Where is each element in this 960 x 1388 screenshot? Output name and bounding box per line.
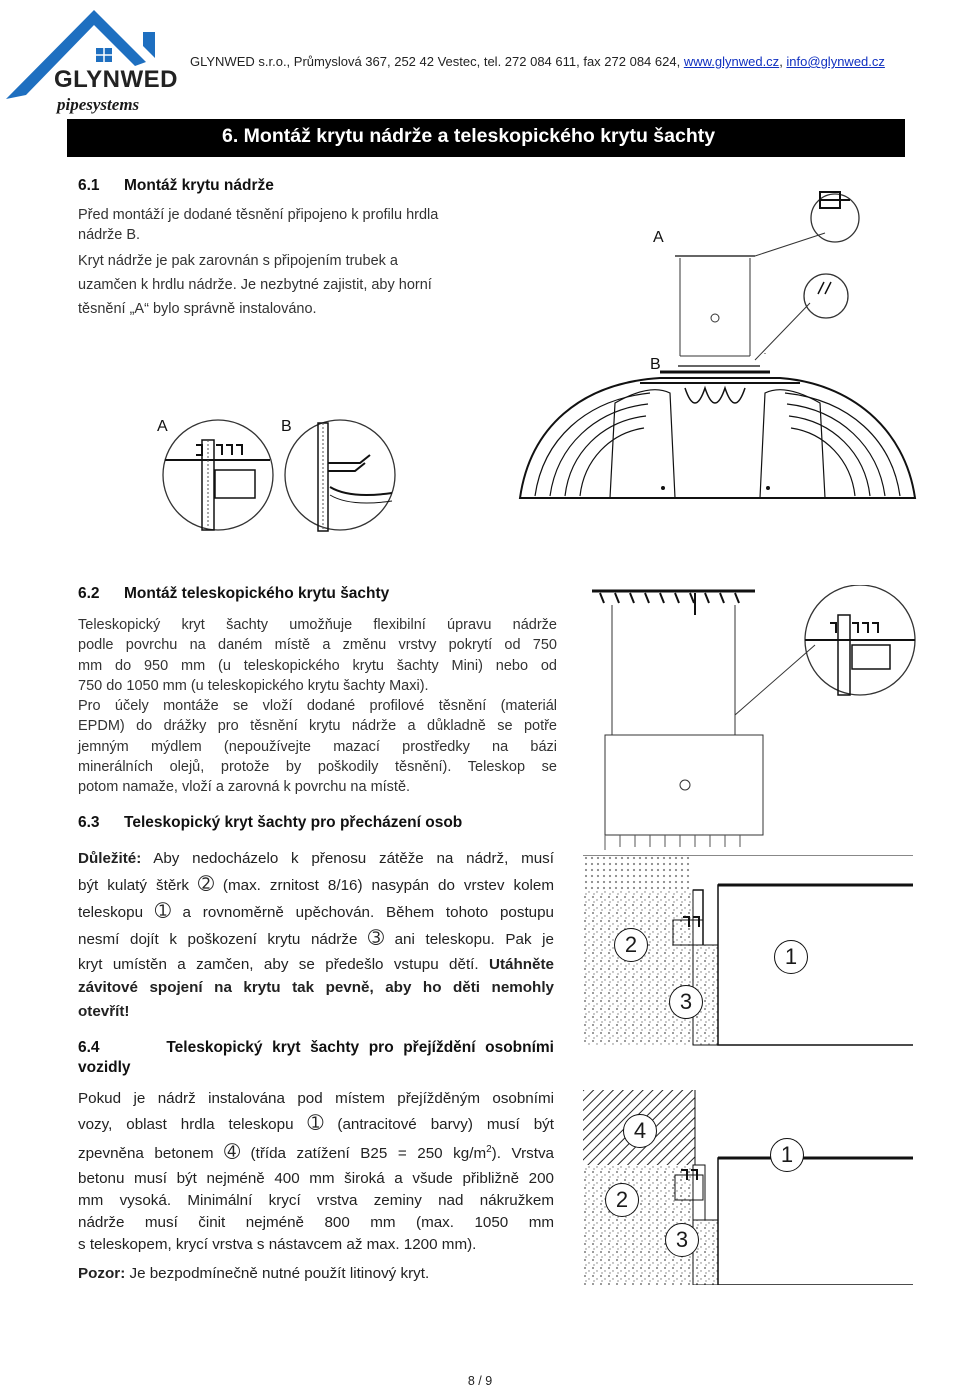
paragraph-line: jemným mýdlem (nepoužívejte mazací prostředky na bázi [78,738,557,755]
paragraph-line [78,926,554,953]
logo-text: GLYNWED [54,66,178,93]
paragraph-line: betonu musí být nejméně 400 mm široká a všude přibližně 200 [78,1169,554,1187]
section-6-2-heading [78,585,389,603]
page-number: 8 / 9 [467,1374,493,1388]
paragraph-line: minerálních olejů, protože by poškodily těsnění). Teleskop se [78,759,557,776]
paragraph-line: podle povrchu na daném místě a změnu vrstvy pokrytí od 750 [78,637,557,654]
paragraph-line: těsnění „A“ bylo správně instalováno. [78,301,317,318]
label-a-top: A [653,229,664,246]
section-6-4-heading [78,1038,554,1078]
callout-1: 1 [774,940,808,974]
circled-1-icon: ➀ [307,1112,324,1134]
line-text: (třída zatížení B25 = 250 kg/m [240,1145,487,1163]
paragraph-line: Kryt nádrže je pak zarovnán s připojením trubek a [78,252,398,269]
section-6-3-heading [78,814,462,832]
line-text: teleskopu [78,904,155,921]
contact-text: GLYNWED s.r.o., Průmyslová 367, 252 42 Vestec, tel. 272 084 611, fax 272 084 624, [190,54,684,69]
label-b-detail: B [281,418,292,435]
web-link[interactable]: www.glynwed.cz [683,54,780,69]
paragraph-line: Teleskopický kryt šachty umožňuje flexibilní úpravu nádrže [78,617,557,633]
section-6-3-text [78,845,554,1024]
bold-text: Utáhněte [489,956,554,973]
paragraph-line: potom namaže, vloží a zarovná k povrchu na místě. [78,779,411,796]
circled-1-icon: ➀ [154,901,171,922]
paragraph-line [78,872,554,899]
important-label: Důležité: [78,850,142,867]
callout-4: 4 [623,1114,657,1148]
paragraph-line: závitové spojení na krytu tak pevně, aby ho děti nemohly [78,979,554,996]
paragraph-line: Před montáží je dodané těsnění připojeno k profilu hrdla [78,207,439,223]
section-number: 6.1 [78,177,100,194]
line-text: být kulatý štěrk [78,877,198,894]
warning-note [78,1265,429,1282]
paragraph-line: Pokud je nádrž instalována pod místem přejížděným osobními [78,1090,554,1107]
paragraph-line: mm vysoká. Minimální krycí vrstva zeminy nad nákružkem [78,1191,554,1209]
email-link[interactable]: info@glynwed.cz [786,54,885,69]
section-number: 6.2 [78,585,100,602]
callout-2: 2 [605,1183,639,1217]
circled-4-icon: ➃ [224,1142,240,1164]
paragraph-line: Pro účely montáže se vloží dodané profilové těsnění (materiál [78,698,557,715]
paragraph-line [78,1112,554,1138]
section-title: Teleskopický kryt šachty pro přecházení osob [124,814,463,831]
section-title: Montáž krytu nádrže [124,177,274,194]
heading-line [78,1038,554,1058]
logo-subtext: pipesystems [57,95,140,114]
section-number: 6.3 [78,814,100,831]
section-number: 6.4 [78,1039,100,1056]
callout-3: 3 [665,1223,699,1257]
seal-detail-figure [160,415,410,535]
paragraph-line: EPDM) do drážky pro těsnění krytu nádrže a důkladně se potře [78,718,557,735]
paragraph-line: uzamčen k hrdlu nádrže. Je nezbytné zajistit, aby horní [78,276,432,293]
line-text: (antracitové barvy) musí být [323,1115,554,1133]
company-logo [4,2,184,120]
paragraph-line: nádrže musí činit nejméně 800 mm (max. 1050 mm [78,1213,554,1231]
callout-3: 3 [669,985,703,1019]
line-text: zpevněna betonem [78,1145,225,1163]
line-text: ani teleskopu. Pak je [383,931,554,948]
paragraph-line [78,899,554,926]
line-text: vozy, oblast hrdla teleskopu [78,1115,308,1133]
paragraph-line: mm do 950 mm (u teleskopického krytu šachty Mini) nebo od [78,657,557,674]
circled-3-icon: ➂ [368,928,384,949]
section-6-4-text [78,1086,554,1256]
section-title-cont: vozidly [78,1059,131,1076]
section-6-1-text [78,205,498,319]
line-text: (max. zrnitost 8/16) nasypán do vrstev kolem [213,877,554,894]
circled-2-icon: ➁ [197,874,214,895]
paragraph-line: nádrže B. [78,227,141,244]
paragraph-line [78,1137,554,1167]
line-text: Aby nedocházelo k přenosu zátěže na nádrž, musí [141,850,554,867]
section-6-2-text [78,615,557,798]
contact-separator: , [779,54,787,69]
paragraph-line: otevřít! [78,1003,130,1020]
superscript: 2 [486,1144,492,1155]
paragraph-line: s teleskopem, krycí vrstva s nástavcem až max. 1200 mm). [78,1235,477,1253]
header-contact [190,54,885,69]
line-text: a rovnoměrně upěchován. Během tohoto postupu [170,904,555,921]
paragraph-line: 750 do 1050 mm (u teleskopického krytu šachty Maxi). [78,677,429,694]
note-text: Je bezpodmínečně nutné použít litinový kryt. [125,1265,430,1282]
label-a-detail: A [157,418,168,435]
line-text: ). Vrstva [491,1145,554,1163]
callout-2: 2 [614,928,648,962]
line-text: kryt umístěn a zamčen, aby se předešlo vstupu dětí. [78,956,490,973]
section-title: Teleskopický kryt šachty pro přejíždění osobními [166,1039,554,1056]
note-label: Pozor: [78,1265,126,1282]
callout-1: 1 [770,1138,804,1172]
line-text: nesmí dojít k poškození krytu nádrže [78,931,369,948]
paragraph-line [78,845,554,872]
paragraph-line [78,953,554,976]
telescope-figure [590,585,920,850]
section-6-1-heading [78,177,274,195]
page-title: 6. Montáž krytu nádrže a teleskopického krytu šachty [222,125,716,147]
section-title: Montáž teleskopického krytu šachty [124,585,390,602]
label-b-top: B [650,356,661,373]
tank-cover-figure [510,178,920,508]
